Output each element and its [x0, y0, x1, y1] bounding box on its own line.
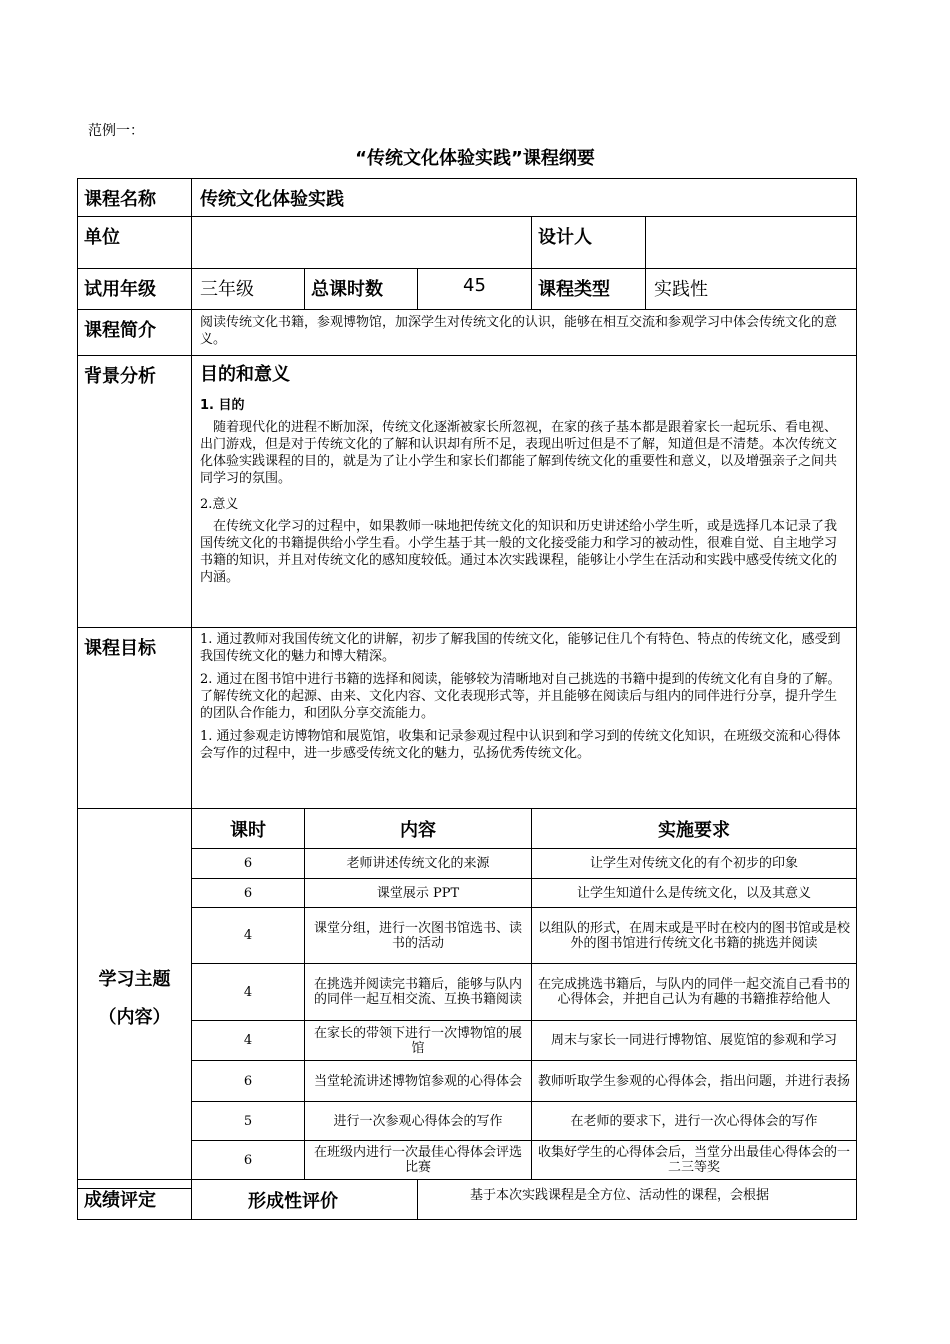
unit-label: 单位 [77, 216, 192, 269]
assessment-label: 成绩评定 [77, 1179, 192, 1220]
schedule-hours: 6 [191, 1060, 305, 1102]
topics-label [77, 808, 192, 1189]
schedule-hours: 4 [191, 963, 305, 1021]
schedule-hours: 4 [191, 907, 305, 964]
schedule-header-hours: 课时 [191, 808, 305, 849]
schedule-requirement: 让学生对传统文化的有个初步的印象 [531, 848, 857, 879]
schedule-hours: 5 [191, 1101, 305, 1141]
course-name-label: 课程名称 [77, 178, 192, 217]
purpose-title: 1. 目的 [200, 398, 245, 413]
goal-item: 2. 通过在图书馆中进行书籍的选择和阅读，能够较为清晰地对自己挑选的书籍中提到的传统文化有自身的了解。了解传统文化的起源、由来、文化内容、文化表现形式等，并且能够在阅读后与组内的同伴进行分享，提升学生的团队合作能力，和团队分享交流能力。 [200, 672, 841, 721]
schedule-content: 老师讲述传统文化的来源 [304, 848, 532, 879]
topics-label-line2: （内容） [98, 1006, 171, 1028]
schedule-content: 课堂分组，进行一次图书馆选书、读书的活动 [304, 907, 532, 964]
designer-label: 设计人 [531, 216, 646, 269]
schedule-content: 当堂轮流讲述博物馆参观的心得体会 [304, 1060, 532, 1102]
schedule-content: 在家长的带领下进行一次博物馆的展馆 [304, 1020, 532, 1061]
background-content [191, 355, 857, 628]
course-type-label: 课程类型 [531, 268, 646, 310]
schedule-content: 课堂展示 PPT [304, 878, 532, 908]
unit-value [191, 216, 532, 269]
schedule-requirement: 以组队的形式，在周末或是平时在校内的图书馆或是校外的图书馆进行传统文化书籍的挑选并阅读 [531, 907, 857, 964]
schedule-hours: 6 [191, 1140, 305, 1180]
goal-item: 1. 通过教师对我国传统文化的讲解，初步了解我国的传统文化，能够记住几个有特色、特点的传统文化，感受到我国传统文化的魅力和博大精深。 [200, 632, 841, 664]
schedule-requirement: 在完成挑选书籍后，与队内的同伴一起交流自己看书的心得体会，并把自己认为有趣的书籍推荐给他人 [531, 963, 857, 1021]
schedule-requirement: 教师听取学生参观的心得体会，指出问题，并进行表扬 [531, 1060, 857, 1102]
meaning-title: 2.意义 [200, 497, 239, 512]
assessment-text: 基于本次实践课程是全方位、活动性的课程，会根据 [417, 1179, 857, 1220]
schedule-content: 在班级内进行一次最佳心得体会评选比赛 [304, 1140, 532, 1180]
schedule-requirement: 周末与家长一同进行博物馆、展览馆的参观和学习 [531, 1020, 857, 1061]
schedule-header-requirements: 实施要求 [531, 808, 857, 849]
designer-value [645, 216, 857, 269]
intro-label: 课程简介 [77, 309, 192, 356]
goal-item: 1. 通过参观走访博物馆和展览馆，收集和记录参观过程中认识到和学习到的传统文化知识，在班级交流和心得体会写作的过程中，进一步感受传统文化的魅力，弘扬优秀传统文化。 [200, 729, 841, 761]
schedule-requirement: 在老师的要求下，进行一次心得体会的写作 [531, 1101, 857, 1141]
assessment-type: 形成性评价 [191, 1179, 418, 1220]
example-label: 范例一： [88, 123, 144, 139]
schedule-hours: 6 [191, 848, 305, 879]
schedule-hours: 6 [191, 878, 305, 908]
page-title: “传统文化体验实践”课程纲要 [355, 148, 595, 169]
goals-label: 课程目标 [77, 627, 192, 809]
schedule-content: 进行一次参观心得体会的写作 [304, 1101, 532, 1141]
schedule-requirement: 收集好学生的心得体会后，当堂分出最佳心得体会的一二三等奖 [531, 1140, 857, 1180]
schedule-requirement: 让学生知道什么是传统文化，以及其意义 [531, 878, 857, 908]
grade-label: 试用年级 [77, 268, 192, 310]
course-name-value: 传统文化体验实践 [191, 178, 857, 217]
intro-value: 阅读传统文化书籍，参观博物馆，加深学生对传统文化的认识，能够在相互交流和参观学习中体会传统文化的意义。 [191, 309, 857, 356]
topics-label-line1: 学习主题 [98, 968, 171, 990]
schedule-content: 在挑选并阅读完书籍后，能够与队内的同伴一起互相交流、互换书籍阅读 [304, 963, 532, 1021]
course-type-value: 实践性 [645, 268, 857, 310]
schedule-header-content: 内容 [304, 808, 532, 849]
meaning-text: 在传统文化学习的过程中，如果教师一味地把传统文化的知识和历史讲述给小学生听，或是选择几本记录了我国传统文化的书籍提供给小学生看。小学生基于其一般的文化接受能力和学习的被动性，很难自觉、自主地学习书籍的知识，并且对传统文化的感知度较低。通过本次实践课程，能够让小学生在活动和实践中感受传统文化的内涵。 [200, 519, 838, 585]
background-label: 背景分析 [77, 355, 192, 628]
background-heading: 目的和意义 [200, 364, 290, 385]
goals-content [191, 627, 857, 809]
schedule-hours: 4 [191, 1020, 305, 1061]
total-hours-label: 总课时数 [304, 268, 418, 310]
total-hours-value: 45 [417, 268, 532, 310]
grade-value: 三年级 [191, 268, 305, 310]
purpose-text: 随着现代化的进程不断加深，传统文化逐渐被家长所忽视，在家的孩子基本都是跟着家长一起玩乐、看电视、出门游戏，但是对于传统文化的了解和认识却有所不足，表现出听过但是不了解，知道但是不清楚。本次传统文化体验实践课程的目的，就是为了让小学生和家长们都能了解到传统文化的重要性和意义，以及增强亲子之间共同学习的氛围。 [200, 420, 838, 486]
